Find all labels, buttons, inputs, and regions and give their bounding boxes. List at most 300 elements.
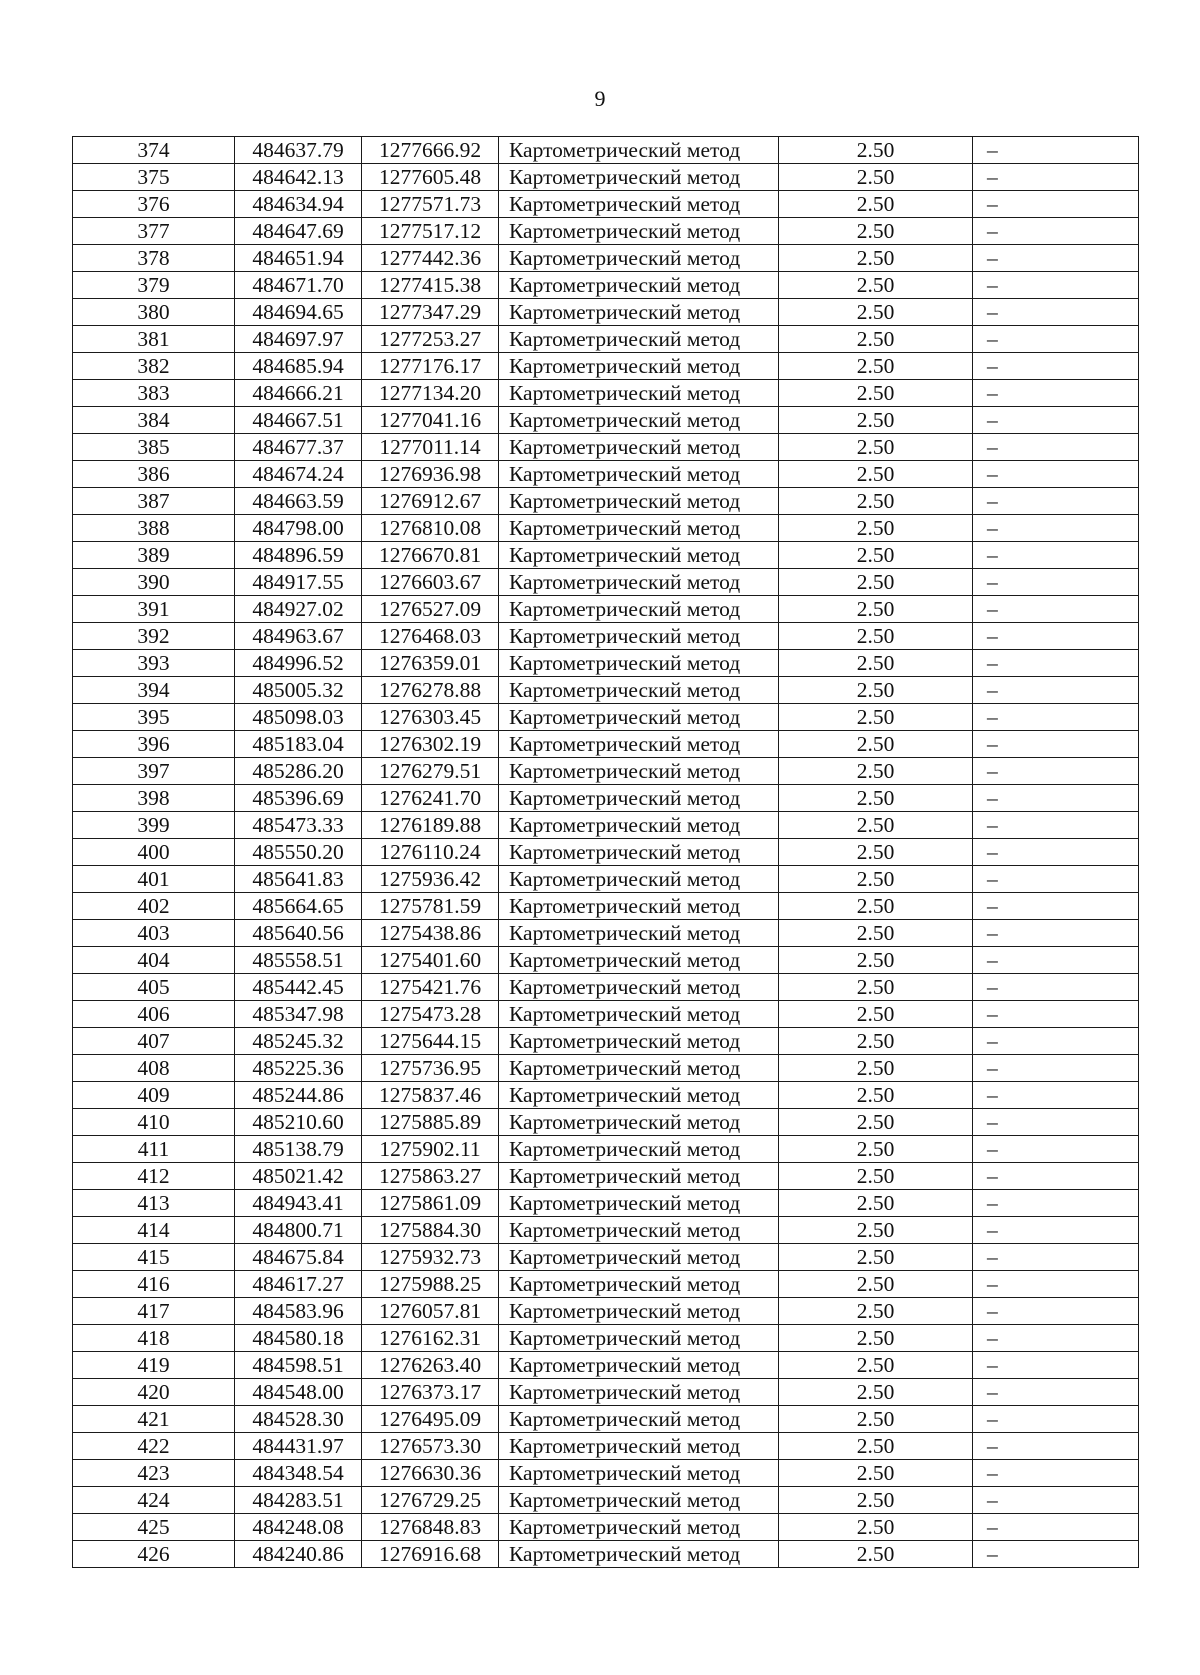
point-number-cell: 420 xyxy=(73,1379,235,1406)
table-row xyxy=(73,461,1139,488)
point-number-cell: 390 xyxy=(73,569,235,596)
table-row xyxy=(73,1325,1139,1352)
x-coordinate-cell: 484800.71 xyxy=(235,1217,362,1244)
method-cell: Картометрический метод xyxy=(499,785,779,812)
accuracy-cell: 2.50 xyxy=(779,596,973,623)
table-row xyxy=(73,353,1139,380)
point-number-cell: 385 xyxy=(73,434,235,461)
y-coordinate-cell: 1275863.27 xyxy=(362,1163,499,1190)
table-row xyxy=(73,1298,1139,1325)
x-coordinate-cell: 484583.96 xyxy=(235,1298,362,1325)
method-cell: Картометрический метод xyxy=(499,677,779,704)
point-number-cell: 425 xyxy=(73,1514,235,1541)
accuracy-cell: 2.50 xyxy=(779,650,973,677)
y-coordinate-cell: 1276110.24 xyxy=(362,839,499,866)
accuracy-cell: 2.50 xyxy=(779,677,973,704)
method-cell: Картометрический метод xyxy=(499,866,779,893)
point-number-cell: 389 xyxy=(73,542,235,569)
y-coordinate-cell: 1276468.03 xyxy=(362,623,499,650)
note-cell: – xyxy=(973,1298,1139,1325)
accuracy-cell: 2.50 xyxy=(779,893,973,920)
x-coordinate-cell: 484963.67 xyxy=(235,623,362,650)
y-coordinate-cell: 1276162.31 xyxy=(362,1325,499,1352)
point-number-cell: 405 xyxy=(73,974,235,1001)
accuracy-cell: 2.50 xyxy=(779,731,973,758)
point-number-cell: 399 xyxy=(73,812,235,839)
accuracy-cell: 2.50 xyxy=(779,1325,973,1352)
x-coordinate-cell: 485347.98 xyxy=(235,1001,362,1028)
table-row xyxy=(73,1487,1139,1514)
table-row xyxy=(73,569,1139,596)
point-number-cell: 381 xyxy=(73,326,235,353)
x-coordinate-cell: 484798.00 xyxy=(235,515,362,542)
x-coordinate-cell: 485286.20 xyxy=(235,758,362,785)
accuracy-cell: 2.50 xyxy=(779,1028,973,1055)
x-coordinate-cell: 484666.21 xyxy=(235,380,362,407)
accuracy-cell: 2.50 xyxy=(779,326,973,353)
y-coordinate-cell: 1276189.88 xyxy=(362,812,499,839)
table-row xyxy=(73,731,1139,758)
x-coordinate-cell: 485245.32 xyxy=(235,1028,362,1055)
y-coordinate-cell: 1276263.40 xyxy=(362,1352,499,1379)
method-cell: Картометрический метод xyxy=(499,1109,779,1136)
note-cell: – xyxy=(973,1082,1139,1109)
note-cell: – xyxy=(973,1028,1139,1055)
table-row xyxy=(73,272,1139,299)
y-coordinate-cell: 1277666.92 xyxy=(362,137,499,164)
note-cell: – xyxy=(973,191,1139,218)
method-cell: Картометрический метод xyxy=(499,272,779,299)
point-number-cell: 396 xyxy=(73,731,235,758)
point-number-cell: 408 xyxy=(73,1055,235,1082)
accuracy-cell: 2.50 xyxy=(779,1082,973,1109)
accuracy-cell: 2.50 xyxy=(779,245,973,272)
table-row xyxy=(73,1379,1139,1406)
method-cell: Картометрический метод xyxy=(499,1271,779,1298)
method-cell: Картометрический метод xyxy=(499,1217,779,1244)
y-coordinate-cell: 1276495.09 xyxy=(362,1406,499,1433)
y-coordinate-cell: 1275936.42 xyxy=(362,866,499,893)
note-cell: – xyxy=(973,1433,1139,1460)
y-coordinate-cell: 1275902.11 xyxy=(362,1136,499,1163)
note-cell: – xyxy=(973,461,1139,488)
note-cell: – xyxy=(973,164,1139,191)
x-coordinate-cell: 485138.79 xyxy=(235,1136,362,1163)
table-row xyxy=(73,785,1139,812)
x-coordinate-cell: 484598.51 xyxy=(235,1352,362,1379)
point-number-cell: 392 xyxy=(73,623,235,650)
table-row xyxy=(73,974,1139,1001)
note-cell: – xyxy=(973,1001,1139,1028)
table-row xyxy=(73,893,1139,920)
point-number-cell: 391 xyxy=(73,596,235,623)
y-coordinate-cell: 1277253.27 xyxy=(362,326,499,353)
method-cell: Картометрический метод xyxy=(499,326,779,353)
table-row xyxy=(73,380,1139,407)
point-number-cell: 411 xyxy=(73,1136,235,1163)
y-coordinate-cell: 1276279.51 xyxy=(362,758,499,785)
x-coordinate-cell: 484642.13 xyxy=(235,164,362,191)
y-coordinate-cell: 1276302.19 xyxy=(362,731,499,758)
x-coordinate-cell: 484667.51 xyxy=(235,407,362,434)
accuracy-cell: 2.50 xyxy=(779,704,973,731)
table-row xyxy=(73,1541,1139,1568)
x-coordinate-cell: 484675.84 xyxy=(235,1244,362,1271)
method-cell: Картометрический метод xyxy=(499,893,779,920)
x-coordinate-cell: 485225.36 xyxy=(235,1055,362,1082)
method-cell: Картометрический метод xyxy=(499,650,779,677)
method-cell: Картометрический метод xyxy=(499,542,779,569)
accuracy-cell: 2.50 xyxy=(779,1217,973,1244)
accuracy-cell: 2.50 xyxy=(779,299,973,326)
point-number-cell: 383 xyxy=(73,380,235,407)
accuracy-cell: 2.50 xyxy=(779,866,973,893)
table-row xyxy=(73,326,1139,353)
y-coordinate-cell: 1276848.83 xyxy=(362,1514,499,1541)
x-coordinate-cell: 484617.27 xyxy=(235,1271,362,1298)
y-coordinate-cell: 1275421.76 xyxy=(362,974,499,1001)
y-coordinate-cell: 1277442.36 xyxy=(362,245,499,272)
y-coordinate-cell: 1276359.01 xyxy=(362,650,499,677)
accuracy-cell: 2.50 xyxy=(779,1055,973,1082)
method-cell: Картометрический метод xyxy=(499,1001,779,1028)
point-number-cell: 402 xyxy=(73,893,235,920)
note-cell: – xyxy=(973,1514,1139,1541)
point-number-cell: 380 xyxy=(73,299,235,326)
x-coordinate-cell: 484651.94 xyxy=(235,245,362,272)
accuracy-cell: 2.50 xyxy=(779,812,973,839)
method-cell: Картометрический метод xyxy=(499,1487,779,1514)
method-cell: Картометрический метод xyxy=(499,191,779,218)
coordinates-table xyxy=(72,136,1139,1568)
x-coordinate-cell: 484663.59 xyxy=(235,488,362,515)
method-cell: Картометрический метод xyxy=(499,1460,779,1487)
accuracy-cell: 2.50 xyxy=(779,758,973,785)
note-cell: – xyxy=(973,1109,1139,1136)
x-coordinate-cell: 484283.51 xyxy=(235,1487,362,1514)
x-coordinate-cell: 484927.02 xyxy=(235,596,362,623)
method-cell: Картометрический метод xyxy=(499,731,779,758)
point-number-cell: 415 xyxy=(73,1244,235,1271)
x-coordinate-cell: 484896.59 xyxy=(235,542,362,569)
method-cell: Картометрический метод xyxy=(499,920,779,947)
note-cell: – xyxy=(973,1163,1139,1190)
note-cell: – xyxy=(973,1406,1139,1433)
y-coordinate-cell: 1276241.70 xyxy=(362,785,499,812)
point-number-cell: 418 xyxy=(73,1325,235,1352)
point-number-cell: 376 xyxy=(73,191,235,218)
point-number-cell: 384 xyxy=(73,407,235,434)
x-coordinate-cell: 484548.00 xyxy=(235,1379,362,1406)
note-cell: – xyxy=(973,434,1139,461)
point-number-cell: 413 xyxy=(73,1190,235,1217)
method-cell: Картометрический метод xyxy=(499,974,779,1001)
y-coordinate-cell: 1275885.89 xyxy=(362,1109,499,1136)
y-coordinate-cell: 1277134.20 xyxy=(362,380,499,407)
method-cell: Картометрический метод xyxy=(499,1028,779,1055)
x-coordinate-cell: 484528.30 xyxy=(235,1406,362,1433)
accuracy-cell: 2.50 xyxy=(779,515,973,542)
accuracy-cell: 2.50 xyxy=(779,1460,973,1487)
accuracy-cell: 2.50 xyxy=(779,1379,973,1406)
note-cell: – xyxy=(973,785,1139,812)
point-number-cell: 400 xyxy=(73,839,235,866)
table-row xyxy=(73,515,1139,542)
y-coordinate-cell: 1275988.25 xyxy=(362,1271,499,1298)
y-coordinate-cell: 1275438.86 xyxy=(362,920,499,947)
note-cell: – xyxy=(973,569,1139,596)
accuracy-cell: 2.50 xyxy=(779,1433,973,1460)
x-coordinate-cell: 484996.52 xyxy=(235,650,362,677)
method-cell: Картометрический метод xyxy=(499,245,779,272)
table-row xyxy=(73,758,1139,785)
table-row xyxy=(73,1109,1139,1136)
point-number-cell: 387 xyxy=(73,488,235,515)
method-cell: Картометрический метод xyxy=(499,1433,779,1460)
y-coordinate-cell: 1276278.88 xyxy=(362,677,499,704)
note-cell: – xyxy=(973,893,1139,920)
x-coordinate-cell: 484637.79 xyxy=(235,137,362,164)
accuracy-cell: 2.50 xyxy=(779,272,973,299)
point-number-cell: 424 xyxy=(73,1487,235,1514)
table-row xyxy=(73,677,1139,704)
x-coordinate-cell: 484671.70 xyxy=(235,272,362,299)
accuracy-cell: 2.50 xyxy=(779,974,973,1001)
table-row xyxy=(73,542,1139,569)
y-coordinate-cell: 1276303.45 xyxy=(362,704,499,731)
method-cell: Картометрический метод xyxy=(499,380,779,407)
accuracy-cell: 2.50 xyxy=(779,920,973,947)
method-cell: Картометрический метод xyxy=(499,515,779,542)
table-row xyxy=(73,1163,1139,1190)
accuracy-cell: 2.50 xyxy=(779,461,973,488)
x-coordinate-cell: 484674.24 xyxy=(235,461,362,488)
table-row xyxy=(73,488,1139,515)
table-row xyxy=(73,1460,1139,1487)
y-coordinate-cell: 1276603.67 xyxy=(362,569,499,596)
point-number-cell: 374 xyxy=(73,137,235,164)
note-cell: – xyxy=(973,1244,1139,1271)
x-coordinate-cell: 485396.69 xyxy=(235,785,362,812)
method-cell: Картометрический метод xyxy=(499,1082,779,1109)
y-coordinate-cell: 1276057.81 xyxy=(362,1298,499,1325)
point-number-cell: 397 xyxy=(73,758,235,785)
accuracy-cell: 2.50 xyxy=(779,488,973,515)
table-row xyxy=(73,947,1139,974)
method-cell: Картометрический метод xyxy=(499,623,779,650)
point-number-cell: 378 xyxy=(73,245,235,272)
method-cell: Картометрический метод xyxy=(499,1055,779,1082)
table-row xyxy=(73,164,1139,191)
y-coordinate-cell: 1277605.48 xyxy=(362,164,499,191)
method-cell: Картометрический метод xyxy=(499,704,779,731)
point-number-cell: 388 xyxy=(73,515,235,542)
y-coordinate-cell: 1275837.46 xyxy=(362,1082,499,1109)
x-coordinate-cell: 485183.04 xyxy=(235,731,362,758)
y-coordinate-cell: 1276573.30 xyxy=(362,1433,499,1460)
method-cell: Картометрический метод xyxy=(499,1406,779,1433)
y-coordinate-cell: 1275736.95 xyxy=(362,1055,499,1082)
accuracy-cell: 2.50 xyxy=(779,1271,973,1298)
y-coordinate-cell: 1276912.67 xyxy=(362,488,499,515)
y-coordinate-cell: 1276527.09 xyxy=(362,596,499,623)
method-cell: Картометрический метод xyxy=(499,839,779,866)
note-cell: – xyxy=(973,1352,1139,1379)
table-row xyxy=(73,1136,1139,1163)
table-row xyxy=(73,137,1139,164)
accuracy-cell: 2.50 xyxy=(779,623,973,650)
point-number-cell: 419 xyxy=(73,1352,235,1379)
table-row xyxy=(73,650,1139,677)
x-coordinate-cell: 484697.97 xyxy=(235,326,362,353)
method-cell: Картометрический метод xyxy=(499,947,779,974)
y-coordinate-cell: 1277041.16 xyxy=(362,407,499,434)
x-coordinate-cell: 485473.33 xyxy=(235,812,362,839)
point-number-cell: 403 xyxy=(73,920,235,947)
table-row xyxy=(73,623,1139,650)
table-row xyxy=(73,1406,1139,1433)
note-cell: – xyxy=(973,812,1139,839)
table-row xyxy=(73,1028,1139,1055)
method-cell: Картометрический метод xyxy=(499,353,779,380)
x-coordinate-cell: 485640.56 xyxy=(235,920,362,947)
y-coordinate-cell: 1275861.09 xyxy=(362,1190,499,1217)
x-coordinate-cell: 485210.60 xyxy=(235,1109,362,1136)
x-coordinate-cell: 484248.08 xyxy=(235,1514,362,1541)
note-cell: – xyxy=(973,920,1139,947)
accuracy-cell: 2.50 xyxy=(779,164,973,191)
note-cell: – xyxy=(973,488,1139,515)
table-row xyxy=(73,1271,1139,1298)
accuracy-cell: 2.50 xyxy=(779,1541,973,1568)
x-coordinate-cell: 485005.32 xyxy=(235,677,362,704)
x-coordinate-cell: 484694.65 xyxy=(235,299,362,326)
x-coordinate-cell: 484431.97 xyxy=(235,1433,362,1460)
y-coordinate-cell: 1275401.60 xyxy=(362,947,499,974)
accuracy-cell: 2.50 xyxy=(779,1109,973,1136)
table-row xyxy=(73,191,1139,218)
method-cell: Картометрический метод xyxy=(499,299,779,326)
x-coordinate-cell: 484348.54 xyxy=(235,1460,362,1487)
point-number-cell: 382 xyxy=(73,353,235,380)
accuracy-cell: 2.50 xyxy=(779,218,973,245)
point-number-cell: 422 xyxy=(73,1433,235,1460)
table-row xyxy=(73,434,1139,461)
note-cell: – xyxy=(973,353,1139,380)
point-number-cell: 410 xyxy=(73,1109,235,1136)
x-coordinate-cell: 484943.41 xyxy=(235,1190,362,1217)
y-coordinate-cell: 1275473.28 xyxy=(362,1001,499,1028)
x-coordinate-cell: 484685.94 xyxy=(235,353,362,380)
x-coordinate-cell: 485442.45 xyxy=(235,974,362,1001)
note-cell: – xyxy=(973,272,1139,299)
note-cell: – xyxy=(973,947,1139,974)
method-cell: Картометрический метод xyxy=(499,1163,779,1190)
point-number-cell: 414 xyxy=(73,1217,235,1244)
note-cell: – xyxy=(973,542,1139,569)
x-coordinate-cell: 484917.55 xyxy=(235,569,362,596)
x-coordinate-cell: 485021.42 xyxy=(235,1163,362,1190)
accuracy-cell: 2.50 xyxy=(779,407,973,434)
point-number-cell: 393 xyxy=(73,650,235,677)
x-coordinate-cell: 485558.51 xyxy=(235,947,362,974)
accuracy-cell: 2.50 xyxy=(779,542,973,569)
table-row xyxy=(73,704,1139,731)
method-cell: Картометрический метод xyxy=(499,1514,779,1541)
accuracy-cell: 2.50 xyxy=(779,947,973,974)
note-cell: – xyxy=(973,731,1139,758)
method-cell: Картометрический метод xyxy=(499,758,779,785)
accuracy-cell: 2.50 xyxy=(779,785,973,812)
accuracy-cell: 2.50 xyxy=(779,1352,973,1379)
point-number-cell: 409 xyxy=(73,1082,235,1109)
point-number-cell: 377 xyxy=(73,218,235,245)
point-number-cell: 394 xyxy=(73,677,235,704)
table-row xyxy=(73,1433,1139,1460)
method-cell: Картометрический метод xyxy=(499,1325,779,1352)
method-cell: Картометрический метод xyxy=(499,1190,779,1217)
point-number-cell: 404 xyxy=(73,947,235,974)
y-coordinate-cell: 1277571.73 xyxy=(362,191,499,218)
accuracy-cell: 2.50 xyxy=(779,1163,973,1190)
table-row xyxy=(73,866,1139,893)
point-number-cell: 379 xyxy=(73,272,235,299)
note-cell: – xyxy=(973,866,1139,893)
note-cell: – xyxy=(973,596,1139,623)
table-row xyxy=(73,1190,1139,1217)
table-row xyxy=(73,1352,1139,1379)
table-row xyxy=(73,1055,1139,1082)
note-cell: – xyxy=(973,650,1139,677)
table-row xyxy=(73,1514,1139,1541)
note-cell: – xyxy=(973,326,1139,353)
accuracy-cell: 2.50 xyxy=(779,1406,973,1433)
y-coordinate-cell: 1276810.08 xyxy=(362,515,499,542)
point-number-cell: 417 xyxy=(73,1298,235,1325)
point-number-cell: 386 xyxy=(73,461,235,488)
point-number-cell: 395 xyxy=(73,704,235,731)
accuracy-cell: 2.50 xyxy=(779,1244,973,1271)
note-cell: – xyxy=(973,299,1139,326)
note-cell: – xyxy=(973,1379,1139,1406)
x-coordinate-cell: 484647.69 xyxy=(235,218,362,245)
point-number-cell: 421 xyxy=(73,1406,235,1433)
table-row xyxy=(73,596,1139,623)
accuracy-cell: 2.50 xyxy=(779,380,973,407)
accuracy-cell: 2.50 xyxy=(779,1298,973,1325)
note-cell: – xyxy=(973,677,1139,704)
accuracy-cell: 2.50 xyxy=(779,191,973,218)
y-coordinate-cell: 1276630.36 xyxy=(362,1460,499,1487)
point-number-cell: 416 xyxy=(73,1271,235,1298)
table-row xyxy=(73,812,1139,839)
accuracy-cell: 2.50 xyxy=(779,137,973,164)
x-coordinate-cell: 484634.94 xyxy=(235,191,362,218)
y-coordinate-cell: 1276729.25 xyxy=(362,1487,499,1514)
table-row xyxy=(73,1217,1139,1244)
note-cell: – xyxy=(973,245,1139,272)
accuracy-cell: 2.50 xyxy=(779,569,973,596)
point-number-cell: 423 xyxy=(73,1460,235,1487)
table-row xyxy=(73,920,1139,947)
method-cell: Картометрический метод xyxy=(499,488,779,515)
accuracy-cell: 2.50 xyxy=(779,353,973,380)
method-cell: Картометрический метод xyxy=(499,812,779,839)
method-cell: Картометрический метод xyxy=(499,1298,779,1325)
method-cell: Картометрический метод xyxy=(499,596,779,623)
table-body xyxy=(73,137,1139,1568)
note-cell: – xyxy=(973,839,1139,866)
